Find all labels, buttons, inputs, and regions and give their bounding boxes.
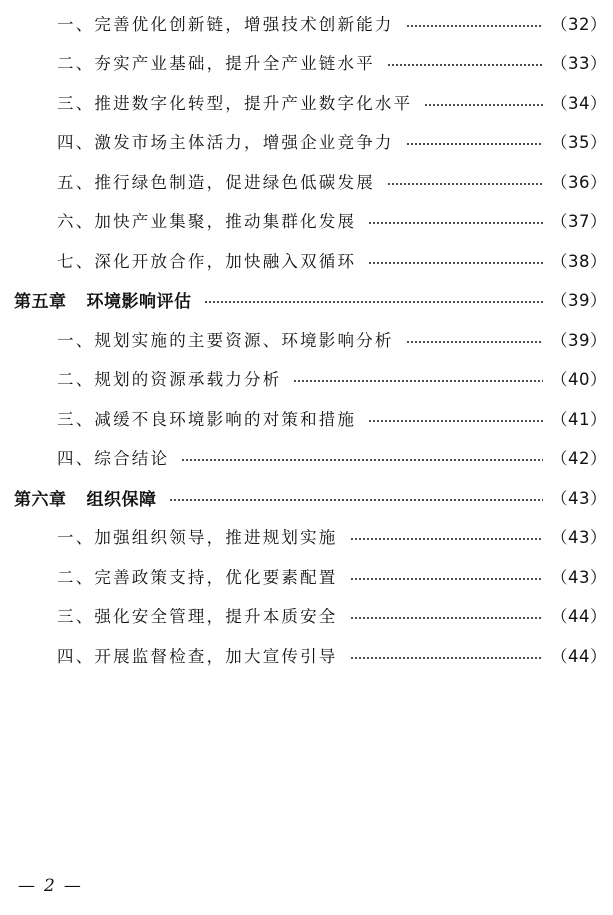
toc-entry[interactable] bbox=[0, 403, 613, 433]
toc-entry[interactable] bbox=[0, 205, 613, 235]
toc-entry-page: （39） bbox=[551, 291, 607, 310]
toc-entry[interactable] bbox=[0, 363, 613, 393]
toc-entry[interactable] bbox=[0, 47, 613, 77]
toc-chapter-heading[interactable] bbox=[0, 284, 613, 314]
toc-chapter-heading[interactable] bbox=[0, 482, 613, 512]
chapter-name: 组织保障 bbox=[86, 489, 157, 510]
toc-entry[interactable] bbox=[0, 166, 613, 196]
toc-entry-page: （34） bbox=[551, 94, 607, 113]
page-number: 2 bbox=[44, 876, 56, 896]
dot-leader bbox=[406, 143, 543, 145]
toc-entry[interactable] bbox=[0, 442, 613, 472]
toc-entry-title: 二、夯实产业基础，提升全产业链水平 bbox=[57, 54, 375, 73]
toc-entry-page: （33） bbox=[551, 54, 607, 73]
chapter-number: 第六章 bbox=[14, 489, 67, 510]
toc-entry[interactable] bbox=[0, 8, 613, 38]
toc-entry-title: 三、减缓不良环境影响的对策和措施 bbox=[57, 410, 357, 429]
toc-entry[interactable] bbox=[0, 600, 613, 630]
toc-entry-page: （41） bbox=[551, 410, 607, 429]
toc-entry-page: （35） bbox=[551, 133, 607, 152]
toc-entry-page: （38） bbox=[551, 252, 607, 271]
toc-entry-page: （32） bbox=[551, 15, 607, 34]
toc-entry-title: 二、完善政策支持，优化要素配置 bbox=[57, 568, 338, 587]
toc-entry-title: 四、综合结论 bbox=[57, 449, 170, 468]
chapter-number: 第五章 bbox=[14, 291, 67, 312]
dot-leader bbox=[368, 420, 543, 422]
toc-entry[interactable] bbox=[0, 87, 613, 117]
toc-entry[interactable] bbox=[0, 640, 613, 670]
toc-entry-page: （37） bbox=[551, 212, 607, 231]
toc-entry-title: 二、规划的资源承载力分析 bbox=[57, 370, 282, 389]
dot-leader bbox=[350, 657, 544, 659]
dot-leader bbox=[181, 459, 543, 461]
toc-entry-page: （44） bbox=[551, 647, 607, 666]
dot-leader bbox=[293, 380, 543, 382]
toc-entry[interactable] bbox=[0, 521, 613, 551]
page-footer bbox=[18, 876, 82, 896]
dot-leader bbox=[424, 104, 543, 106]
dot-leader bbox=[387, 183, 543, 185]
dot-leader bbox=[406, 341, 543, 343]
toc-entry-title: 五、推行绿色制造，促进绿色低碳发展 bbox=[57, 173, 375, 192]
dot-leader bbox=[406, 25, 543, 27]
footer-dash-left: — bbox=[18, 876, 36, 896]
toc-entry-title: 四、激发市场主体活力，增强企业竞争力 bbox=[57, 133, 394, 152]
chapter-title bbox=[0, 287, 192, 312]
toc-entry[interactable] bbox=[0, 561, 613, 591]
toc-entry-title: 三、推进数字化转型，提升产业数字化水平 bbox=[57, 94, 413, 113]
toc-entry[interactable] bbox=[0, 245, 613, 275]
toc-entry[interactable] bbox=[0, 324, 613, 354]
toc-entry-page: （43） bbox=[551, 489, 607, 508]
chapter-name: 环境影响评估 bbox=[86, 291, 192, 312]
toc-entry-page: （42） bbox=[551, 449, 607, 468]
dot-leader bbox=[169, 499, 544, 501]
toc-entry-page: （40） bbox=[551, 370, 607, 389]
toc-entry-title: 一、规划实施的主要资源、环境影响分析 bbox=[57, 331, 394, 350]
chapter-title bbox=[0, 485, 157, 510]
dot-leader bbox=[387, 64, 543, 66]
dot-leader bbox=[368, 222, 543, 224]
dot-leader bbox=[350, 538, 544, 540]
toc-entry-title: 一、加强组织领导，推进规划实施 bbox=[57, 528, 338, 547]
toc-entry-title: 六、加快产业集聚，推动集群化发展 bbox=[57, 212, 357, 231]
toc-entry[interactable] bbox=[0, 126, 613, 156]
toc-entry-page: （36） bbox=[551, 173, 607, 192]
dot-leader bbox=[204, 301, 544, 303]
toc-entry-title: 七、深化开放合作，加快融入双循环 bbox=[57, 252, 357, 271]
toc-entry-title: 三、强化安全管理，提升本质安全 bbox=[57, 607, 338, 626]
dot-leader bbox=[350, 617, 544, 619]
toc-entry-title: 四、开展监督检查，加大宣传引导 bbox=[57, 647, 338, 666]
footer-dash-right: — bbox=[63, 876, 82, 896]
toc-entry-page: （43） bbox=[551, 528, 607, 547]
dot-leader bbox=[350, 578, 544, 580]
toc-entry-page: （39） bbox=[551, 331, 607, 350]
dot-leader bbox=[368, 262, 543, 264]
toc-entry-page: （43） bbox=[551, 568, 607, 587]
toc-entry-title: 一、完善优化创新链，增强技术创新能力 bbox=[57, 15, 394, 34]
toc-entry-page: （44） bbox=[551, 607, 607, 626]
